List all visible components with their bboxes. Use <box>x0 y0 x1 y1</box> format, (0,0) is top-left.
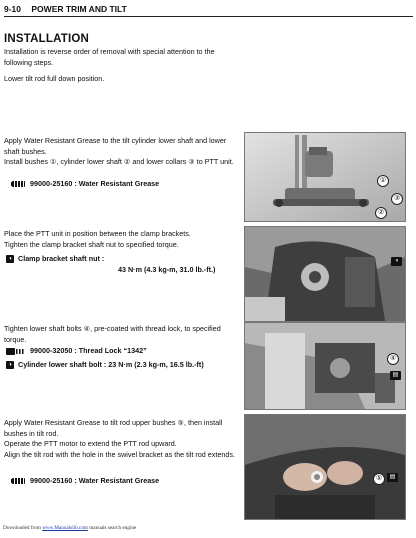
callout-4: ④ <box>387 353 399 365</box>
thread-lock-tag-icon: ▤ <box>390 371 401 380</box>
callout-3: ③ <box>391 193 403 205</box>
step4-spec <box>6 476 159 486</box>
step3-spec2 <box>6 360 204 370</box>
installation-intro: Installation is reverse order of removal with special attention to the following steps. <box>4 47 215 67</box>
callout-5: ⑤ <box>373 473 385 485</box>
grease-icon <box>6 180 26 188</box>
step4-line2: Operate the PTT motor to extend the PTT rod upward. <box>4 439 177 449</box>
step4-photo <box>244 414 406 520</box>
footer-suffix: manuals search engine <box>89 525 137 531</box>
page-number: 9-10 <box>4 4 22 14</box>
step1-photo <box>244 132 406 222</box>
step3-spec1 <box>6 346 147 356</box>
step3-spec1-text: 99000-32050 : Thread Lock “1342” <box>30 346 147 355</box>
step1-line1: Apply Water Resistant Grease to the tilt cylinder lower shaft and lower shaft bushes. <box>4 136 227 156</box>
step3-text: Tighten lower shaft bolts ④, pre-coated with thread lock, to specified torque. <box>4 324 221 344</box>
installation-title: INSTALLATION <box>4 33 90 45</box>
step4-line3: Align the tilt rod with the hole in the swivel bracket as the tilt rod extends. <box>4 449 235 459</box>
page-header <box>4 2 413 17</box>
torque-icon: ◑ <box>6 255 14 263</box>
step1-spec-text: 99000-25160 : Water Resistant Grease <box>30 179 160 188</box>
step2-spec <box>6 254 216 274</box>
callout-1: ① <box>377 175 389 187</box>
footer <box>3 525 136 531</box>
step4-spec-text: 99000-25160 : Water Resistant Grease <box>30 476 160 485</box>
step2-text <box>4 229 236 250</box>
step2-spec-value: 43 N·m (4.3 kg-m, 31.0 lb.-ft.) <box>118 265 216 274</box>
torque-icon-2: ◑ <box>6 361 14 369</box>
grease-icon-2 <box>6 477 26 485</box>
section-title: POWER TRIM AND TILT <box>31 4 127 14</box>
step1-spec <box>6 179 159 189</box>
thread-lock-icon <box>6 347 26 356</box>
footer-link[interactable]: www.Manualslib.com <box>42 525 88 531</box>
torque-tag-icon: ◑ <box>391 257 402 266</box>
footer-prefix: Downloaded from <box>3 525 41 531</box>
step1-text <box>4 136 236 168</box>
step4-line1: Apply Water Resistant Grease to tilt rod upper bushes ⑤, then install bushes in tilt rod. <box>4 418 223 438</box>
step2-line1: Place the PTT unit in position between the clamp brackets. <box>4 229 191 238</box>
callout-2: ② <box>375 207 387 219</box>
step0-text: Lower tilt rod full down position. <box>4 74 105 83</box>
step4-text <box>4 418 236 460</box>
step1-line2: Install bushes ①, cylinder lower shaft ② and lower collars ③ to PTT unit. <box>4 157 234 167</box>
step3-photo <box>244 322 406 410</box>
step2-spec-label: Clamp bracket shaft nut : <box>18 254 105 263</box>
grease-tag-icon: ▤ <box>387 473 398 482</box>
step2-line2: Tighten the clamp bracket shaft nut to specified torque. <box>4 239 179 249</box>
step3-spec2-text: Cylinder lower shaft bolt : 23 N·m (2.3 kg-m, 16.5 lb.-ft) <box>18 360 204 369</box>
step2-photo <box>244 226 406 322</box>
